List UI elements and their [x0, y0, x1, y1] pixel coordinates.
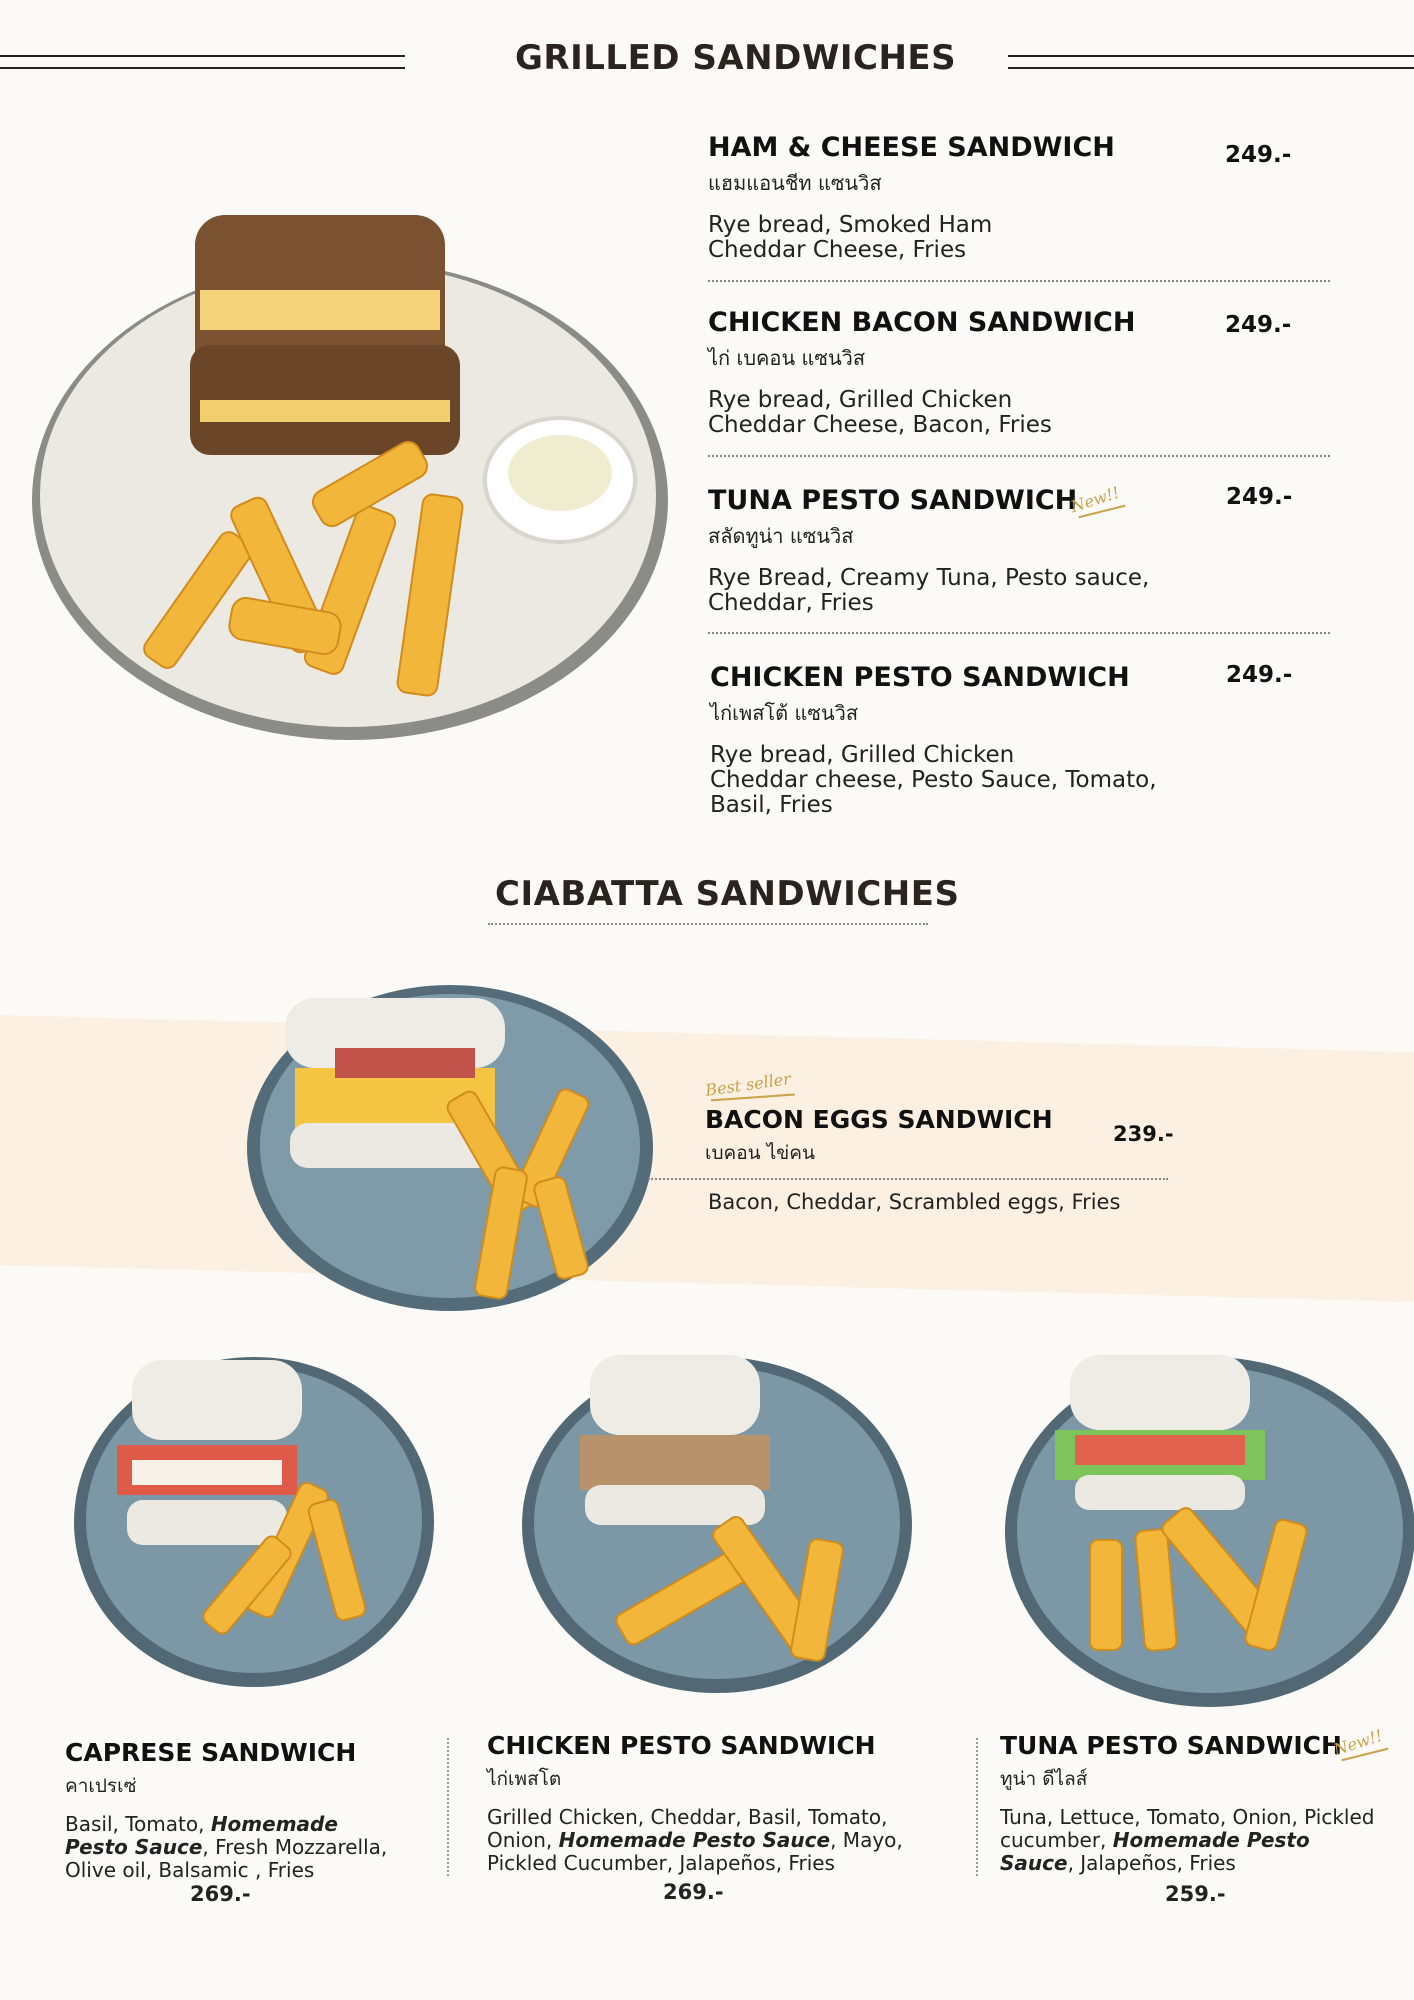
header-rule-right-bottom — [1008, 67, 1414, 69]
desc-text: Tuna, Lettuce, Tomato, Onion, Pickled cucumber, — [1000, 1805, 1375, 1852]
section-title-ciabatta: CIABATTA SANDWICHES — [495, 874, 960, 914]
item-price: 249.- — [1225, 142, 1292, 168]
menu-item-chicken-bacon — [708, 307, 1268, 438]
item-price: 249.- — [1226, 662, 1293, 688]
item-name: CHICKEN PESTO SANDWICH — [487, 1731, 876, 1760]
section-title-underline — [488, 923, 928, 925]
menu-item-chicken-pesto-ciabatta — [487, 1731, 957, 1875]
item-thai-name: ไก่ เบคอน แซนวิส — [708, 346, 866, 370]
menu-item-tuna-pesto — [708, 482, 1268, 616]
item-description: Rye bread, Grilled Chicken Cheddar cheese, Pesto Sauce, Tomato, Basil, Fries — [710, 742, 1157, 818]
item-description: Rye bread, Grilled Chicken Cheddar Cheese, Bacon, Fries — [708, 387, 1052, 438]
item-name: TUNA PESTO SANDWICH — [1000, 1731, 1342, 1760]
item-name: TUNA PESTO SANDWICH — [708, 485, 1078, 516]
desc-text: , Fresh Mozzarella, Olive oil, Balsamic , Fries — [65, 1835, 388, 1882]
desc-text: Basil, Tomato, — [65, 1812, 211, 1836]
chicken-pesto-ciabatta-photo — [520, 1350, 915, 1695]
item-name: CAPRESE SANDWICH — [65, 1738, 357, 1767]
item-divider — [708, 632, 1330, 634]
best-seller-badge: Best seller — [704, 1069, 792, 1100]
desc-text: , Jalapeños, Fries — [1067, 1851, 1236, 1875]
desc-highlight: Homemade Pesto Sauce — [65, 1812, 338, 1859]
item-price: 249.- — [1226, 484, 1293, 510]
item-divider — [708, 280, 1330, 282]
grilled-sandwich-photo — [30, 195, 675, 780]
item-divider — [708, 455, 1330, 457]
item-name: CHICKEN BACON SANDWICH — [708, 307, 1136, 338]
header-rule-left-top — [0, 55, 405, 57]
item-description: Bacon, Cheddar, Scrambled eggs, Fries — [708, 1190, 1121, 1214]
tuna-pesto-ciabatta-photo — [1000, 1350, 1414, 1710]
item-name: HAM & CHEESE SANDWICH — [708, 132, 1115, 163]
item-price: 249.- — [1225, 312, 1292, 338]
new-badge: New!! — [1068, 482, 1122, 517]
item-thai-name: คาเปรเซ่ — [65, 1775, 137, 1797]
item-thai-name: ทูน่า ดีไลส์ — [1000, 1768, 1088, 1790]
menu-item-tuna-pesto-ciabatta — [1000, 1731, 1390, 1875]
column-separator — [447, 1738, 449, 1876]
item-description: Rye Bread, Creamy Tuna, Pesto sauce, Cheddar, Fries — [708, 565, 1150, 616]
menu-item-chicken-pesto — [710, 662, 1270, 818]
header-rule-left-bottom — [0, 67, 405, 69]
item-thai-name: ไก่เพสโต — [487, 1768, 562, 1790]
section-title-grilled: GRILLED SANDWICHES — [515, 38, 957, 78]
menu-item-ham-cheese — [708, 132, 1268, 263]
desc-text: , Mayo, Pickled Cucumber, Jalapeños, Fries — [487, 1828, 903, 1875]
item-divider — [648, 1178, 1168, 1180]
item-price: 269.- — [663, 1880, 724, 1904]
item-description — [1000, 1806, 1390, 1875]
item-name: CHICKEN PESTO SANDWICH — [710, 662, 1130, 693]
item-description — [487, 1806, 957, 1875]
item-description: Rye bread, Smoked Ham Cheddar Cheese, Fries — [708, 212, 993, 263]
item-thai-name: ไก่เพสโต้ แซนวิส — [710, 701, 859, 725]
desc-text: Grilled Chicken, Cheddar, Basil, Tomato, Onion, — [487, 1805, 888, 1852]
menu-item-caprese — [65, 1738, 405, 1882]
desc-highlight: Homemade Pesto Sauce — [1000, 1828, 1310, 1875]
header-rule-right-top — [1008, 55, 1414, 57]
new-badge: New!! — [1331, 1725, 1385, 1760]
item-price: 259.- — [1165, 1882, 1226, 1906]
item-thai-name: เบคอน ไข่คน — [705, 1142, 815, 1164]
menu-item-bacon-eggs — [705, 1105, 1105, 1168]
item-thai-name: สลัดทูน่า แซนวิส — [708, 524, 854, 548]
item-description — [65, 1813, 405, 1882]
item-price: 269.- — [190, 1882, 251, 1906]
caprese-sandwich-photo — [72, 1350, 436, 1690]
desc-highlight: Homemade Pesto Sauce — [558, 1828, 831, 1852]
item-price: 239.- — [1113, 1122, 1174, 1146]
item-name: BACON EGGS SANDWICH — [705, 1105, 1053, 1134]
column-separator — [976, 1738, 978, 1876]
bacon-eggs-sandwich-photo — [245, 978, 655, 1313]
item-thai-name: แฮมแอนชีท แซนวิส — [708, 171, 882, 195]
